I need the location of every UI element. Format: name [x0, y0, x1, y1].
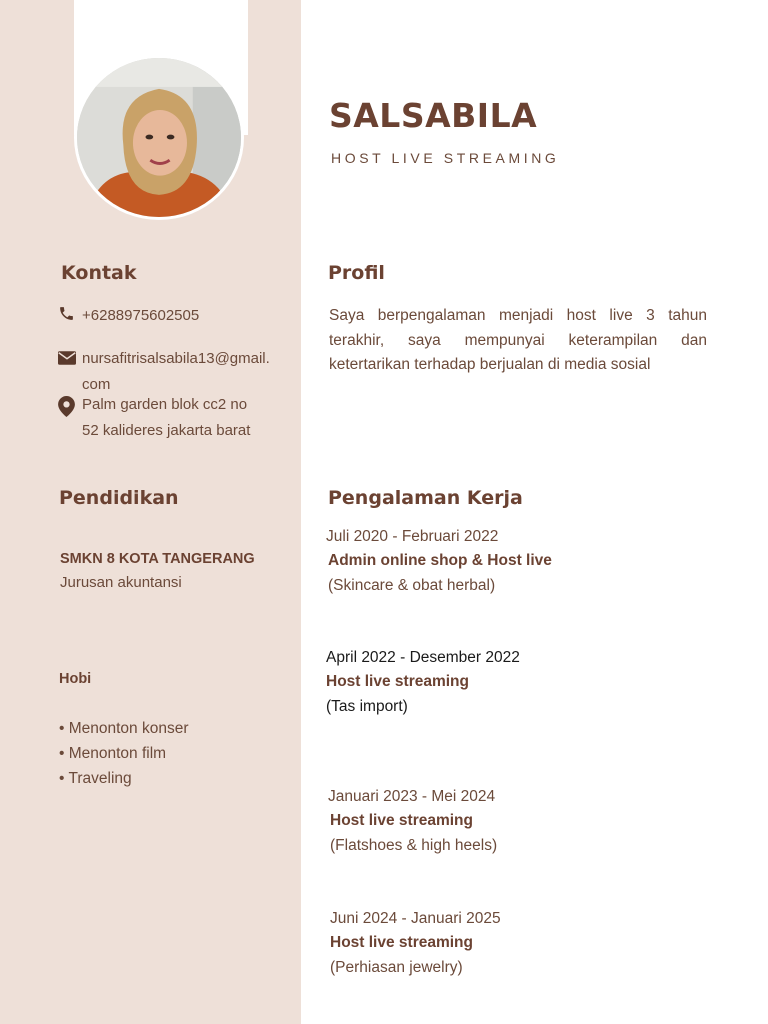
contact-heading: Kontak: [61, 262, 137, 284]
job-title: Host live streaming: [330, 812, 473, 829]
job-period: April 2022 - Desember 2022: [326, 649, 520, 666]
candidate-name: SALSABILA: [329, 96, 538, 135]
job-title: Host live streaming: [326, 673, 469, 690]
job-detail: (Tas import): [326, 698, 408, 715]
hobby-item: • Menonton film: [59, 745, 167, 762]
job-detail: (Skincare & obat herbal): [328, 577, 496, 594]
job-entry-4: [330, 907, 501, 981]
job-period: Januari 2023 - Mei 2024: [328, 788, 496, 805]
hobby-item: • Traveling: [59, 770, 132, 787]
address-line-1: Palm garden blok cc2 no: [82, 396, 248, 413]
profile-photo: [74, 55, 244, 220]
experience-heading: Pengalaman Kerja: [328, 487, 523, 509]
phone-icon: [58, 305, 78, 327]
job-entry-1: [326, 525, 552, 599]
hobby-heading: Hobi: [59, 671, 92, 687]
candidate-role: HOST LIVE STREAMING: [331, 150, 560, 166]
job-entry-3: [328, 785, 497, 859]
profile-text: Saya berpengalaman menjadi host live 3 tahun terakhir, saya mempunyai keterampilan dan ketertarikan terhadap berjualan di media sosial: [329, 307, 707, 373]
contact-address-row: [58, 392, 294, 444]
job-detail: (Perhiasan jewelry): [330, 959, 463, 976]
address-line-2: 52 kalideres jakarta barat: [82, 422, 251, 439]
job-entry-2: [326, 646, 520, 720]
email-icon: [58, 351, 78, 370]
profile-heading: Profil: [328, 262, 385, 284]
job-title: Host live streaming: [330, 934, 473, 951]
education-heading: Pendidikan: [59, 487, 179, 509]
email-line-1: nursafitrisalsabila13@gmail.: [82, 350, 270, 367]
job-period: Juni 2024 - Januari 2025: [330, 910, 501, 927]
hobby-item: • Menonton konser: [59, 720, 189, 737]
job-title: Admin online shop & Host live: [328, 552, 552, 569]
job-detail: (Flatshoes & high heels): [330, 837, 498, 854]
education-school: SMKN 8 KOTA TANGERANG: [60, 551, 255, 567]
hobby-list: [59, 716, 189, 791]
contact-email-row: [58, 346, 294, 398]
education-major: Jurusan akuntansi: [60, 574, 182, 591]
job-period: Juli 2020 - Februari 2022: [326, 528, 499, 545]
contact-phone-row: [58, 303, 294, 329]
phone-number: +6288975602505: [82, 307, 200, 324]
location-pin-icon: [58, 396, 78, 422]
address: [82, 392, 250, 444]
email-line-2: com: [82, 376, 111, 393]
email-address: [82, 346, 270, 398]
